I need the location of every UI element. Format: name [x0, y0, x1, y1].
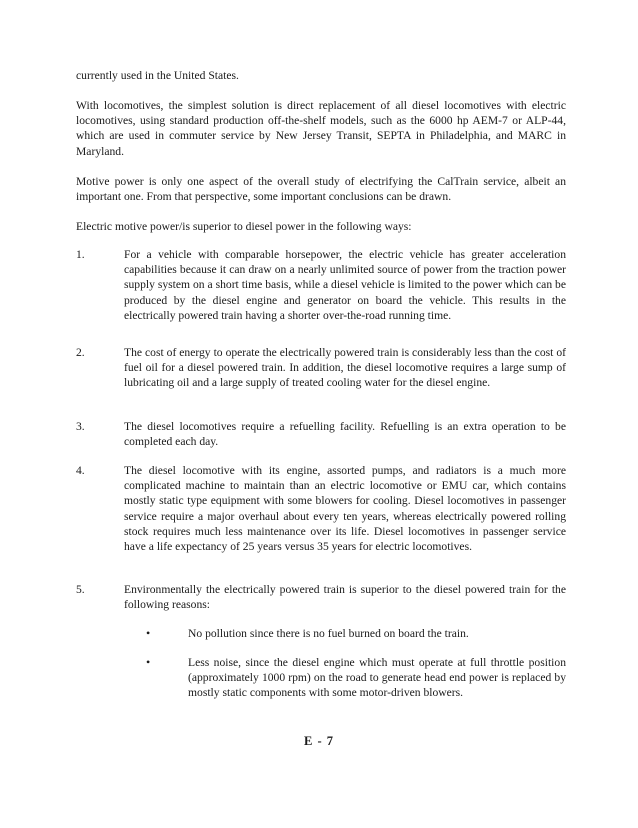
list-item [76, 247, 566, 323]
list-item-text: The diesel locomotive with its engine, assorted pumps, and radiators is a much more complicated machine to maintain than an electric locomotive or EMU car, which contains mostly static type equipment with some blowers for cooling. Diesel locomotives in passenger service require a major overhaul about every ten years, whereas electrically powered rolling stock requires much less maintenance over its life. Diesel locomotives in passenger service have a life expectancy of 25 years versus 35 years for electric locomotives. [124, 464, 566, 554]
bullet-icon: • [146, 655, 151, 669]
list-item-text: The cost of energy to operate the electrically powered train is considerably less than the cost of fuel oil for a diesel powered train. In addition, the diesel locomotive requires a large sump of lubricating oil and a large supply of treated cooling water for the diesel engine. [124, 346, 566, 390]
bullet-text: Less noise, since the diesel engine which must operate at full throttle position (approximately 1000 rpm) on the road to generate head end power is replaced by mostly static components with some motor-driven blowers. [188, 656, 566, 700]
paragraph-locomotives: With locomotives, the simplest solution is direct replacement of all diesel locomotives with electric locomotives, using standard production off-the-shelf models, such as the 6000 hp AEM-7 or ALP-44, which are used in commuter service by New Jersey Transit, SEPTA in Philadelphia, and MARC in Maryland. [76, 99, 566, 158]
paragraph-motive-power: Motive power is only one aspect of the overall study of electrifying the CalTrain service, albeit an important one. From that perspective, some important conclusions can be drawn. [76, 175, 566, 204]
bullet-item [124, 626, 566, 641]
list-item-number: 4. [76, 464, 85, 477]
list-item-text: Environmentally the electrically powered train is superior to the diesel powered train for the following reasons: [124, 583, 566, 612]
list-item-number: 2. [76, 346, 85, 359]
bullet-item [124, 655, 566, 701]
bullet-text: No pollution since there is no fuel burned on board the train. [188, 627, 469, 640]
list-item-text: For a vehicle with comparable horsepower, the electric vehicle has greater acceleration capabilities because it can draw on a nearly unlimited source of power from the traction power supply system on a short time basis, while a diesel vehicle is limited to the power which can be produced by the diesel engine and generator on board the vehicle. This results in the electrically powered train having a shorter over-the-road running time. [124, 248, 566, 322]
paragraph-electric-superior: Electric motive power/is superior to diesel power in the following ways: [76, 220, 412, 233]
bullet-icon: • [146, 626, 151, 640]
list-item [76, 419, 566, 449]
list-item [76, 582, 566, 612]
page-number: E - 7 [304, 734, 334, 748]
list-item-number: 5. [76, 583, 85, 596]
list-item-number: 1. [76, 248, 85, 261]
list-item-number: 3. [76, 420, 85, 433]
list-item [76, 345, 566, 391]
list-item [76, 463, 566, 554]
list-item-text: The diesel locomotives require a refuelling facility. Refuelling is an extra operation to be completed each day. [124, 420, 566, 449]
continuation-line: currently used in the United States. [76, 69, 239, 82]
